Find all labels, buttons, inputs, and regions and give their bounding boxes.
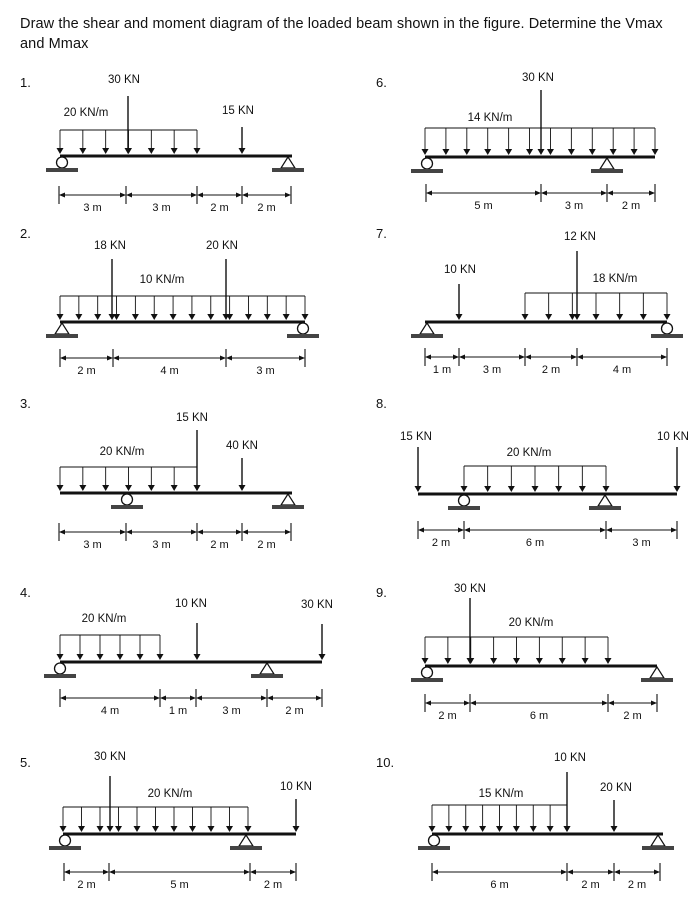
distributed-load-arrow	[134, 807, 141, 832]
distributed-load-arrow	[505, 128, 512, 155]
roller-support	[411, 667, 443, 682]
distributed-load-arrow	[189, 807, 196, 832]
distributed-load-arrow	[137, 635, 144, 660]
point-load	[554, 752, 586, 832]
dimension-label: 3 m	[152, 202, 171, 214]
point-load-label: 10 KN	[175, 598, 207, 610]
point-load-label: 15 KN	[400, 431, 432, 443]
dimension	[525, 355, 577, 377]
distributed-load-arrow	[568, 128, 575, 155]
distributed-load-label: 10 KN/m	[139, 274, 185, 286]
dimension-label: 2 m	[77, 879, 96, 891]
dimension	[425, 355, 459, 377]
problem-number: 1.	[20, 75, 31, 90]
distributed-load-arrow	[102, 467, 109, 491]
distributed-load-arrow	[94, 296, 101, 320]
dimension-label: 3 m	[83, 202, 102, 214]
point-load	[222, 105, 254, 154]
point-load	[454, 583, 486, 664]
point-load-arrow	[415, 447, 422, 492]
distributed-load-arrow	[463, 128, 470, 155]
dimension-label: 2 m	[263, 879, 283, 891]
distributed-load-label: 20 KN/m	[81, 613, 127, 625]
dimension-line	[59, 186, 291, 214]
dimension-label: 2 m	[621, 200, 641, 212]
distributed-load-arrow	[479, 805, 486, 832]
distributed-load-arrow	[589, 128, 596, 155]
dimension-label: 3 m	[632, 537, 651, 549]
point-load-arrow	[194, 623, 201, 660]
dimension	[425, 701, 470, 723]
distributed-load-arrow	[245, 807, 252, 832]
point-load	[400, 431, 432, 492]
point-load-arrow	[239, 458, 246, 491]
distributed-load-arrow	[445, 805, 452, 832]
point-load-label: 10 KN	[657, 431, 689, 443]
point-load-label: 30 KN	[108, 74, 140, 86]
dimension	[418, 528, 464, 550]
distributed-load-arrow	[545, 293, 552, 320]
dimension	[113, 356, 226, 378]
dimension	[59, 530, 126, 552]
distributed-load-arrow	[102, 130, 109, 154]
point-load-label: 40 KN	[226, 440, 258, 452]
point-load	[657, 431, 689, 492]
pin-support	[230, 835, 262, 850]
distributed-load-label: 20 KN/m	[63, 107, 109, 119]
distributed-load-arrow	[170, 296, 177, 320]
distributed-load-arrow	[171, 467, 178, 491]
point-load	[301, 599, 333, 660]
point-load-arrow	[674, 447, 681, 492]
distributed-load-arrow	[208, 807, 215, 832]
distributed-load-arrow	[462, 805, 469, 832]
point-load-label: 15 KN	[176, 412, 208, 424]
point-load	[226, 440, 258, 491]
distributed-load-arrow	[547, 128, 554, 155]
point-load-label: 20 KN	[206, 240, 238, 252]
distributed-load-arrow	[526, 128, 533, 155]
distributed-load-label: 20 KN/m	[99, 446, 145, 458]
point-load	[444, 264, 476, 320]
dimension	[608, 701, 657, 723]
dimension-label: 2 m	[438, 710, 457, 722]
dimension-line	[59, 523, 291, 551]
distributed-load-arrow	[640, 293, 647, 320]
beam	[60, 155, 292, 158]
distributed-load-label: 14 KN/m	[467, 112, 513, 124]
dimension	[197, 193, 242, 215]
distributed-load-arrow	[60, 807, 67, 832]
distributed-load-arrow	[207, 296, 214, 320]
distributed-load	[429, 788, 571, 832]
distributed-load-arrow	[522, 293, 529, 320]
distributed-load-arrow	[559, 637, 566, 664]
distributed-load-arrow	[57, 635, 64, 660]
beam	[60, 661, 322, 664]
dimension	[250, 870, 296, 892]
dimension-label: 2 m	[581, 879, 600, 891]
point-load-arrow	[564, 772, 571, 832]
dimension	[196, 696, 267, 718]
problem-number: 2.	[20, 226, 31, 241]
distributed-load	[57, 613, 164, 660]
dimension	[160, 696, 196, 718]
dimension	[226, 356, 305, 378]
dimension-line	[418, 521, 677, 549]
dimension	[60, 356, 113, 378]
distributed-load-arrow	[422, 128, 429, 155]
beam	[60, 492, 292, 495]
dimension-label: 2 m	[210, 202, 229, 214]
distributed-load-arrow	[605, 637, 612, 664]
problem-number: 4.	[20, 585, 31, 600]
point-load-label: 30 KN	[94, 751, 126, 763]
distributed-load-arrow	[194, 130, 201, 154]
point-load	[176, 412, 208, 491]
beam	[425, 665, 657, 668]
beam-problem-8	[376, 396, 689, 549]
dimension-label: 2 m	[623, 710, 642, 722]
beam-problem-7	[376, 226, 683, 376]
beam-problem-5	[20, 751, 312, 891]
beam	[63, 833, 296, 836]
distributed-load	[522, 273, 671, 320]
beam-problem-6	[376, 72, 659, 212]
distributed-load-arrow	[152, 807, 159, 832]
distributed-load-arrow	[422, 637, 429, 664]
distributed-load-arrow	[79, 130, 86, 154]
point-load	[564, 231, 596, 320]
problem-number: 7.	[376, 226, 387, 241]
distributed-load-arrow	[555, 466, 562, 492]
beam	[425, 156, 655, 159]
point-load	[280, 781, 312, 832]
distributed-load-arrow	[484, 466, 491, 492]
distributed-load-label: 20 KN/m	[508, 617, 554, 629]
dimension-label: 3 m	[482, 364, 502, 376]
pin-support	[46, 323, 78, 338]
dimension-label: 1 m	[168, 705, 188, 717]
dimension-line	[60, 349, 305, 377]
dimension-label: 4 m	[612, 364, 632, 376]
roller-support	[411, 158, 443, 173]
distributed-load-arrow	[157, 635, 164, 660]
dimension	[267, 696, 322, 718]
distributed-load-arrow	[603, 466, 610, 492]
dimension-line	[432, 863, 660, 891]
pin-support	[589, 495, 621, 510]
roller-support	[111, 494, 143, 509]
beam-problem-3	[20, 396, 304, 551]
distributed-load-arrow	[652, 128, 659, 155]
distributed-load-arrow	[115, 807, 122, 832]
distributed-load	[57, 446, 201, 491]
distributed-load	[60, 788, 252, 832]
point-load-label: 10 KN	[280, 781, 312, 793]
point-load-arrow	[239, 127, 246, 154]
point-load-arrow	[319, 624, 326, 660]
point-load-label: 30 KN	[454, 583, 486, 595]
point-load	[600, 782, 632, 832]
point-load-arrow	[611, 800, 618, 832]
dimension-label: 6 m	[525, 537, 545, 549]
dimension-line	[426, 184, 655, 212]
distributed-load-label: 20 KN/m	[147, 788, 193, 800]
point-load-label: 15 KN	[222, 105, 254, 117]
distributed-load-arrow	[151, 296, 158, 320]
distributed-load-label: 18 KN/m	[592, 273, 638, 285]
pin-support	[411, 323, 443, 338]
dimension-label: 3 m	[222, 705, 241, 717]
dimension	[567, 870, 614, 892]
point-load-arrow	[194, 430, 201, 491]
distributed-load	[422, 112, 659, 155]
beam-problem-9	[376, 583, 673, 722]
dimension	[432, 870, 567, 892]
pin-support	[251, 663, 283, 678]
distributed-load-arrow	[117, 635, 124, 660]
problem-number: 6.	[376, 75, 387, 90]
distributed-load-arrow	[513, 805, 520, 832]
distributed-load-arrow	[616, 293, 623, 320]
roller-support	[49, 835, 81, 850]
distributed-load-arrow	[264, 296, 271, 320]
distributed-load-arrow	[593, 293, 600, 320]
distributed-load-arrow	[57, 296, 64, 320]
distributed-load-arrow	[631, 128, 638, 155]
point-load-arrow	[467, 598, 474, 664]
dimension	[126, 530, 197, 552]
point-load	[522, 72, 554, 155]
problem-number: 3.	[20, 396, 31, 411]
dimension-label: 2 m	[257, 202, 276, 214]
distributed-load-arrow	[97, 635, 104, 660]
dimension-label: 4 m	[160, 365, 179, 377]
beam-problem-4	[20, 585, 333, 717]
beam	[418, 493, 677, 496]
point-load-arrow	[574, 251, 581, 320]
dimension-line	[425, 694, 657, 722]
dimension-line	[425, 348, 667, 376]
distributed-load-arrow	[513, 637, 520, 664]
dimension	[64, 870, 109, 892]
point-load-label: 12 KN	[564, 231, 596, 243]
point-load-label: 30 KN	[522, 72, 554, 84]
dimension	[470, 701, 608, 723]
dimension-line	[60, 689, 322, 717]
point-load-arrow	[538, 90, 545, 155]
distributed-load-arrow	[283, 296, 290, 320]
dimension	[126, 193, 197, 215]
dimension-label: 5 m	[170, 879, 189, 891]
point-load-arrow	[293, 799, 300, 832]
point-load-arrow	[456, 284, 463, 320]
distributed-load-arrow	[148, 467, 155, 491]
dimension	[197, 530, 242, 552]
pin-support	[641, 667, 673, 682]
dimension	[541, 191, 607, 213]
beam	[60, 321, 305, 324]
dimension	[60, 696, 160, 718]
point-load	[94, 751, 126, 832]
distributed-load-arrow	[536, 637, 543, 664]
distributed-load-arrow	[171, 807, 178, 832]
roller-support	[46, 157, 78, 172]
dimension	[606, 528, 677, 550]
dimension	[614, 870, 660, 892]
dimension	[242, 530, 291, 552]
roller-support	[448, 495, 480, 510]
dimension	[459, 355, 525, 377]
distributed-load-arrow	[171, 130, 178, 154]
pin-support	[591, 158, 623, 173]
dimension	[464, 528, 606, 550]
point-load-label: 30 KN	[301, 599, 333, 611]
roller-support	[651, 323, 683, 338]
distributed-load	[461, 447, 610, 492]
dimension	[426, 191, 541, 213]
distributed-load-arrow	[444, 637, 451, 664]
distributed-load-arrow	[125, 467, 132, 491]
point-load	[94, 240, 126, 320]
pin-support	[272, 157, 304, 172]
dimension-label: 2 m	[257, 539, 276, 551]
distributed-load-arrow	[579, 466, 586, 492]
problem-number: 8.	[376, 396, 387, 411]
point-load-arrow	[109, 259, 116, 320]
dimension-line	[64, 863, 296, 891]
distributed-load-arrow	[132, 296, 139, 320]
distributed-load-arrow	[77, 635, 84, 660]
distributed-load-arrow	[530, 805, 537, 832]
dimension-label: 3 m	[152, 539, 171, 551]
beam-problem-1	[20, 74, 304, 214]
beam	[425, 321, 667, 324]
distributed-load-arrow	[532, 466, 539, 492]
point-load-label: 10 KN	[444, 264, 476, 276]
distributed-load-arrow	[57, 130, 64, 154]
distributed-load-arrow	[490, 637, 497, 664]
dimension	[577, 355, 667, 377]
dimension	[109, 870, 250, 892]
distributed-load-arrow	[461, 466, 468, 492]
problem-number: 10.	[376, 755, 395, 770]
point-load-arrow	[223, 259, 230, 320]
distributed-load-label: 15 KN/m	[478, 788, 524, 800]
distributed-load-arrow	[496, 805, 503, 832]
problem-number: 5.	[20, 755, 31, 770]
dimension	[607, 191, 655, 213]
distributed-load-arrow	[664, 293, 671, 320]
dimension-label: 2 m	[285, 705, 304, 717]
dimension-label: 3 m	[83, 539, 102, 551]
distributed-load-arrow	[226, 807, 233, 832]
dimension-label: 2 m	[541, 364, 561, 376]
dimension-label: 2 m	[431, 537, 451, 549]
distributed-load-arrow	[148, 130, 155, 154]
distributed-load	[57, 274, 309, 320]
distributed-load-arrow	[547, 805, 554, 832]
dimension-label: 3 m	[564, 200, 584, 212]
distributed-load-arrow	[188, 296, 195, 320]
distributed-load-arrow	[610, 128, 617, 155]
pin-support	[272, 494, 304, 509]
dimension	[242, 193, 291, 215]
distributed-load-label: 20 KN/m	[506, 447, 552, 459]
point-load-arrow	[125, 96, 132, 154]
roller-support	[287, 323, 319, 338]
distributed-load-arrow	[79, 467, 86, 491]
distributed-load-arrow	[508, 466, 515, 492]
dimension	[59, 193, 126, 215]
dimension-label: 6 m	[529, 710, 549, 722]
distributed-load-arrow	[57, 467, 64, 491]
point-load-label: 10 KN	[554, 752, 586, 764]
roller-support	[44, 663, 76, 678]
distributed-load-arrow	[245, 296, 252, 320]
pin-support	[642, 835, 674, 850]
dimension-label: 5 m	[474, 200, 493, 212]
beam-problem-10	[376, 752, 674, 891]
distributed-load-arrow	[429, 805, 436, 832]
point-load	[108, 74, 140, 154]
point-load-arrow	[107, 776, 114, 832]
dimension-label: 2 m	[210, 539, 229, 551]
beam-problem-2	[20, 226, 319, 377]
dimension-label: 4 m	[100, 705, 120, 717]
dimension-label: 1 m	[432, 364, 452, 376]
point-load	[175, 598, 207, 660]
distributed-load-arrow	[78, 807, 85, 832]
point-load-label: 18 KN	[94, 240, 126, 252]
distributed-load-arrow	[302, 296, 309, 320]
dimension-label: 2 m	[627, 879, 647, 891]
distributed-load-arrow	[582, 637, 589, 664]
problem-number: 9.	[376, 585, 387, 600]
distributed-load-arrow	[97, 807, 104, 832]
roller-support	[418, 835, 450, 850]
distributed-load-arrow	[484, 128, 491, 155]
dimension-label: 2 m	[77, 365, 96, 377]
distributed-load-arrow	[442, 128, 449, 155]
dimension-label: 3 m	[256, 365, 275, 377]
beam	[432, 833, 663, 836]
dimension-label: 6 m	[490, 879, 509, 891]
distributed-load	[422, 617, 612, 664]
instructions-text: Draw the shear and moment diagram of the loaded beam shown in the figure. Determine the Vmax and Mmax	[20, 16, 663, 52]
point-load-label: 20 KN	[600, 782, 632, 794]
distributed-load-arrow	[75, 296, 82, 320]
